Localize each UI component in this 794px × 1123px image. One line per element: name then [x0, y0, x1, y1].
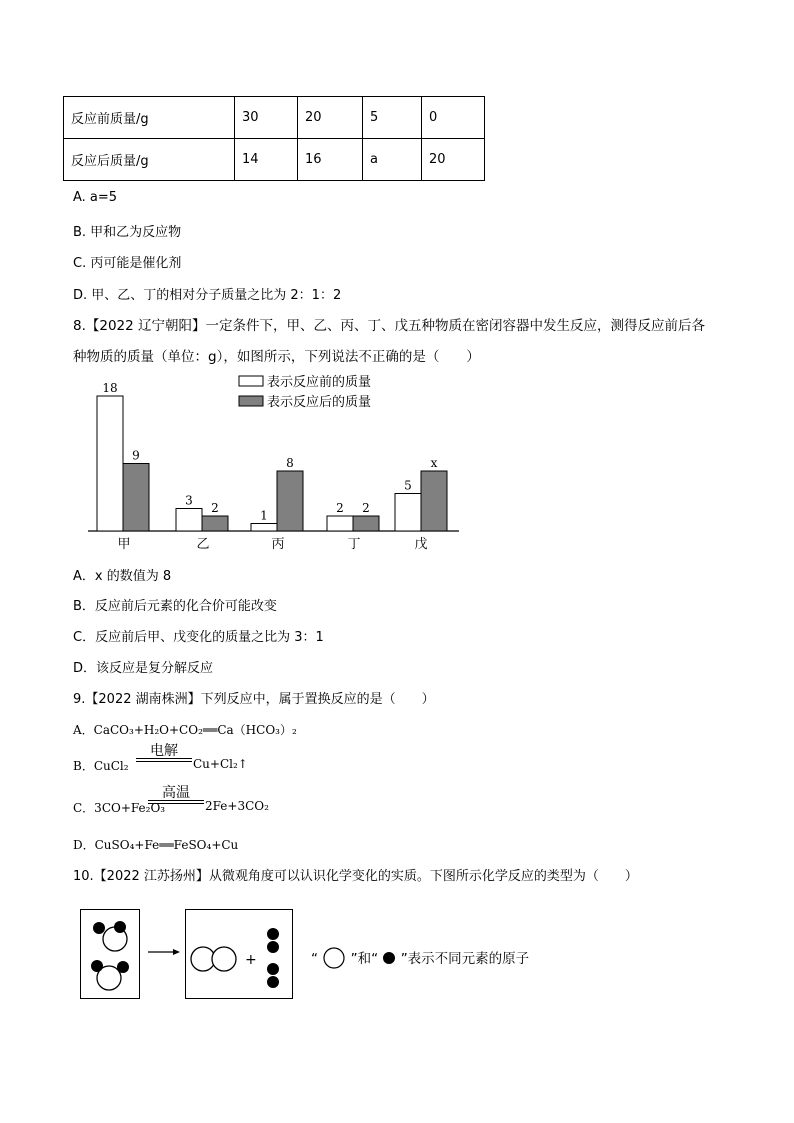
data-label: 9: [132, 448, 140, 463]
q8-option-b: B．反应前后元素的化合价可能改变: [73, 599, 277, 614]
category-label: 丁: [347, 537, 361, 552]
q9-option-c-right: 2Fe+3CO₂: [205, 799, 269, 813]
data-label: 2: [336, 501, 344, 515]
data-label: 1: [260, 508, 268, 523]
arrow-icon: [147, 946, 181, 958]
bar-before: [176, 509, 202, 532]
data-label: 8: [286, 456, 294, 470]
q7-option-b: B. 甲和乙为反应物: [73, 225, 182, 240]
black-atom: [93, 922, 105, 934]
table-cell: 20: [422, 139, 485, 181]
legend-tail: ”表示不同元素的原子: [400, 951, 530, 967]
category-label: 丙: [271, 537, 285, 552]
category-label: 甲: [117, 537, 131, 552]
atom-legend: [311, 946, 529, 970]
q8-option-c: C．反应前后甲、戊变化的质量之比为 3：1: [73, 630, 324, 645]
q8-stem-line2: 种物质的质量（单位：g），如图所示，下列说法不正确的是（ ）: [73, 349, 480, 365]
legend-label: 表示反应前的质量: [267, 375, 372, 390]
legend-swatch: [239, 376, 263, 386]
white-atom-legend-icon: [322, 946, 346, 970]
data-label: 18: [102, 381, 118, 395]
bar-after: [123, 464, 149, 532]
q7-option-d: D. 甲、乙、丁的相对分子质量之比为 2：1：2: [73, 288, 342, 303]
table-cell: 5: [363, 97, 422, 139]
q8-option-a: A．x 的数值为 8: [73, 569, 172, 584]
q8-option-d: D．该反应是复分解反应: [73, 661, 214, 676]
q8-stem-line1: 8.【2022 辽宁朝阳】一定条件下，甲、乙、丙、丁、戊五种物质在密闭容器中发生反应，测得反应前后各: [73, 318, 706, 334]
white-atom: [212, 947, 236, 971]
category-label: 戊: [414, 537, 428, 552]
q9-option-d: D．CuSO₄+Fe══FeSO₄+Cu: [73, 838, 239, 852]
bar-before: [251, 524, 277, 532]
high-temp-label: 高温: [162, 785, 190, 801]
bar-before: [327, 516, 353, 531]
data-label: 2: [362, 501, 370, 515]
q9-option-b-right: Cu+Cl₂↑: [193, 757, 248, 771]
table-cell: 反应后质量/g: [64, 139, 235, 181]
legend-label: 表示反应后的质量: [267, 395, 372, 410]
bar-before: [395, 494, 421, 532]
table-cell: a: [363, 139, 422, 181]
plus-sign: +: [245, 952, 257, 968]
black-atom: [117, 961, 129, 973]
legend-quote-open: “: [311, 951, 318, 967]
legend-and: ”和“: [350, 951, 379, 967]
reactant-molecules: [80, 909, 140, 999]
black-atom: [267, 963, 279, 975]
black-atom: [267, 941, 279, 953]
bar-before: [97, 396, 123, 531]
bar-after: [202, 516, 228, 531]
bar-after: [277, 471, 303, 531]
data-label: 5: [404, 478, 412, 493]
category-label: 乙: [196, 537, 210, 552]
legend-swatch: [239, 396, 263, 406]
product-molecules: [185, 909, 293, 999]
table-cell: 20: [298, 97, 363, 139]
table-cell: 14: [235, 139, 298, 181]
table-cell: 0: [422, 97, 485, 139]
black-atom: [267, 976, 279, 988]
q9-option-c-left: C．3CO+Fe₂O₃: [73, 801, 166, 815]
q9-option-b-condition: [136, 744, 192, 762]
black-atom-legend-icon: [382, 951, 396, 965]
table-cell: 30: [235, 97, 298, 139]
black-atom: [114, 921, 126, 933]
table-cell: 反应前质量/g: [64, 97, 235, 139]
q7-option-c: C. 丙可能是催化剂: [73, 256, 182, 271]
data-label: x: [430, 456, 438, 470]
table-cell: 16: [298, 139, 363, 181]
black-atom: [91, 960, 103, 972]
data-label: 3: [185, 493, 193, 508]
bar-after: [353, 516, 379, 531]
bar-after: [421, 471, 447, 531]
q10-stem: 10.【2022 江苏扬州】从微观角度可以认识化学变化的实质。下图所示化学反应的类型为（ ）: [73, 869, 638, 884]
q9-stem: 9.【2022 湖南株洲】下列反应中，属于置换反应的是（ ）: [73, 692, 435, 707]
electrolysis-label: 电解: [150, 743, 178, 759]
q9-option-a: A．CaCO₃+H₂O+CO₂══Ca（HCO₃）₂: [73, 723, 297, 737]
black-atom: [267, 928, 279, 940]
q7-option-a: A. a=5: [73, 190, 118, 205]
bar-chart: [0, 0, 794, 560]
data-label: 2: [211, 501, 219, 515]
q9-option-b-left: B．CuCl₂: [73, 759, 129, 773]
q9-option-c-condition: [148, 786, 204, 804]
